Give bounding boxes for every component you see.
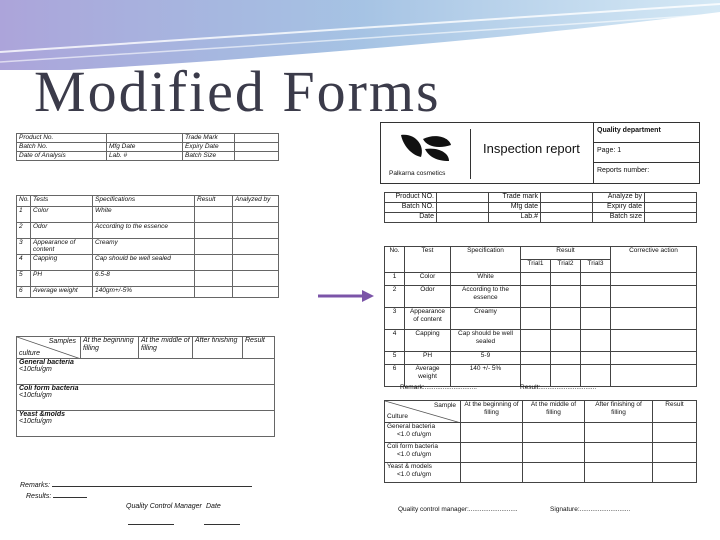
- cell: 2: [17, 223, 31, 239]
- micro-row-name: [17, 359, 275, 385]
- company-logo: [385, 129, 471, 179]
- th-trial2: Trial2: [551, 260, 581, 273]
- th-trial3: Trial3: [581, 260, 611, 273]
- organism-limit: <1.0 cfu/gm: [397, 431, 432, 438]
- micro-col4: Result: [243, 337, 275, 359]
- cell: Expiry date: [593, 203, 645, 213]
- cell: [611, 365, 697, 387]
- cell: [107, 134, 183, 143]
- cell: Creamy: [451, 308, 521, 330]
- micro-col1: At the beginning filling: [81, 337, 139, 359]
- cell: Trade Mark: [183, 134, 235, 143]
- cell: Trade mark: [489, 193, 541, 203]
- organism-limit: <10cfu/gm: [19, 366, 52, 373]
- micro-row-name: [17, 411, 275, 437]
- date-line: [204, 523, 240, 525]
- cell: Cap should be well sealed: [451, 330, 521, 352]
- slide-title: Modified Forms: [34, 59, 441, 124]
- cell: [195, 271, 233, 287]
- cell: 6.5-8: [93, 271, 195, 287]
- report-number-label: Reports number:: [597, 167, 650, 174]
- cell: Appearance of content: [31, 239, 93, 255]
- th-result: Result: [195, 196, 233, 207]
- organism-name: Coli form bacteria: [387, 443, 438, 450]
- cell: According to the essence: [451, 286, 521, 308]
- cell: [653, 463, 697, 483]
- left-qc-manager: Quality Control Manager: [126, 503, 202, 510]
- cell: Expiry Date: [183, 143, 235, 152]
- th-spec: Specifications: [93, 196, 195, 207]
- cell: Color: [405, 273, 451, 286]
- cell: [233, 255, 279, 271]
- micro-corner: [17, 337, 81, 359]
- cell: [521, 330, 551, 352]
- cell: [551, 308, 581, 330]
- cell: Average weight: [405, 365, 451, 387]
- cell: [437, 193, 489, 203]
- th-no: No.: [385, 247, 405, 273]
- cell: [551, 273, 581, 286]
- leaf-logo-icon: [395, 131, 455, 163]
- organism-name: General bacteria: [19, 359, 74, 366]
- left-header-table: [16, 133, 279, 161]
- cell: Capping: [405, 330, 451, 352]
- th-test: Test: [405, 247, 451, 273]
- cell: [195, 239, 233, 255]
- cell: [523, 423, 585, 443]
- original-form: [16, 133, 280, 538]
- cell: According to the essence: [93, 223, 195, 239]
- right-qc-manager: Quality control manager:...........................: [398, 506, 518, 513]
- cell: [521, 286, 551, 308]
- cell: [611, 352, 697, 365]
- micro-col4: Result: [653, 401, 697, 423]
- cell: [233, 271, 279, 287]
- cell: [611, 273, 697, 286]
- cell: Appearance of content: [405, 308, 451, 330]
- cell: [195, 287, 233, 298]
- cell: 1: [385, 273, 405, 286]
- cell: Product No.: [17, 134, 107, 143]
- sample-label: Sample: [433, 402, 456, 409]
- left-date: Date: [206, 503, 221, 510]
- cell: [551, 330, 581, 352]
- cell: [235, 134, 279, 143]
- cell: [461, 423, 523, 443]
- modified-form: [380, 122, 700, 536]
- right-micro-table: [384, 400, 697, 483]
- cell: Capping: [31, 255, 93, 271]
- cell: [541, 193, 593, 203]
- organism-limit: <1.0 cfu/gm: [397, 471, 432, 478]
- cell: [233, 223, 279, 239]
- cell: [611, 308, 697, 330]
- th-tests: Tests: [31, 196, 93, 207]
- report-header-box: [380, 122, 700, 184]
- cell: [581, 286, 611, 308]
- organism-name: Coli form bacteria: [19, 385, 79, 392]
- right-header-table: [384, 192, 697, 223]
- cell: [611, 286, 697, 308]
- left-results: [26, 492, 87, 500]
- th-trial1: Trial1: [521, 260, 551, 273]
- results-label: Results:: [26, 493, 52, 500]
- cell: [461, 463, 523, 483]
- cell: [233, 239, 279, 255]
- cell: [235, 143, 279, 152]
- micro-col3: After finishing: [193, 337, 243, 359]
- micro-row-name: [385, 423, 461, 443]
- cell: [233, 287, 279, 298]
- cell: 5: [385, 352, 405, 365]
- cell: [585, 443, 653, 463]
- cell: [461, 443, 523, 463]
- cell: [233, 207, 279, 223]
- th-spec: Specification: [451, 247, 521, 273]
- cell: Lab. #: [107, 152, 183, 161]
- samples-label: Samples: [48, 338, 76, 345]
- cell: [581, 308, 611, 330]
- micro-corner: [385, 401, 461, 423]
- cell: [541, 203, 593, 213]
- cell: [645, 193, 697, 203]
- cell: [195, 207, 233, 223]
- cell: [235, 152, 279, 161]
- culture-label: Culture: [387, 413, 408, 420]
- organism-name: Yeast & models: [387, 463, 432, 470]
- cell: [581, 273, 611, 286]
- remarks-label: Remarks:: [20, 482, 50, 489]
- right-tests-table: [384, 246, 697, 387]
- cell: [521, 308, 551, 330]
- th-no: No.: [17, 196, 31, 207]
- th-analyzed: Analyzed by: [233, 196, 279, 207]
- left-remarks: [20, 481, 252, 489]
- cell: [523, 463, 585, 483]
- cell: Cap should be well sealed: [93, 255, 195, 271]
- cell: [551, 352, 581, 365]
- page-label: Page: 1: [594, 143, 699, 163]
- cell: Batch No.: [17, 143, 107, 152]
- cell: [645, 203, 697, 213]
- cell: 5-9: [451, 352, 521, 365]
- cell: 4: [385, 330, 405, 352]
- company-name: Palkarna cosmetics: [389, 170, 446, 177]
- cell: [437, 213, 489, 223]
- cell: Batch NO.: [385, 203, 437, 213]
- cell: Date of Analysis: [17, 152, 107, 161]
- cell: [521, 352, 551, 365]
- left-tests-table: [16, 195, 279, 298]
- cell: 6: [17, 287, 31, 298]
- micro-col3: After finishing of filling: [585, 401, 653, 423]
- micro-row-name: [17, 385, 275, 411]
- cell: 6: [385, 365, 405, 387]
- cell: Batch size: [593, 213, 645, 223]
- micro-row-name: [385, 443, 461, 463]
- cell: [581, 330, 611, 352]
- organism-limit: <10cfu/gm: [19, 392, 52, 399]
- cell: 3: [385, 308, 405, 330]
- right-result: Result:...............................: [520, 384, 597, 391]
- cell: Batch Size: [183, 152, 235, 161]
- cell: [437, 203, 489, 213]
- right-remark: Remark:.............................: [400, 384, 477, 391]
- cell: Mfg date: [489, 203, 541, 213]
- cell: [645, 213, 697, 223]
- cell: 140 +/- 5%: [451, 365, 521, 387]
- organism-name: General bacteria: [387, 423, 436, 430]
- cell: 1: [17, 207, 31, 223]
- cell: 5: [17, 271, 31, 287]
- cell: [521, 273, 551, 286]
- cell: White: [93, 207, 195, 223]
- cell: Average weight: [31, 287, 93, 298]
- cell: Color: [31, 207, 93, 223]
- cell: Analyze by: [593, 193, 645, 203]
- micro-col2: At the middle of filling: [523, 401, 585, 423]
- report-title: Inspection report: [483, 141, 580, 156]
- cell: Lab.#: [489, 213, 541, 223]
- cell: [523, 443, 585, 463]
- culture-label: culture: [19, 350, 41, 357]
- cell: [195, 223, 233, 239]
- cell: [581, 352, 611, 365]
- cell: [195, 255, 233, 271]
- cell: Creamy: [93, 239, 195, 255]
- signature-line: [128, 523, 174, 525]
- cell: White: [451, 273, 521, 286]
- right-signature: Signature:............................: [550, 506, 631, 513]
- arrow-right-icon: [318, 289, 374, 303]
- cell: Odor: [405, 286, 451, 308]
- cell: [585, 463, 653, 483]
- cell: Mfg Date: [107, 143, 183, 152]
- cell: [551, 286, 581, 308]
- th-corrective: Corrective action: [611, 247, 697, 273]
- organism-limit: <10cfu/gm: [19, 418, 52, 425]
- cell: PH: [31, 271, 93, 287]
- cell: Odor: [31, 223, 93, 239]
- organism-limit: <1.0 cfu/gm: [397, 451, 432, 458]
- cell: [653, 443, 697, 463]
- micro-col2: At the middle of filling: [139, 337, 193, 359]
- cell: Product NO.: [385, 193, 437, 203]
- micro-col1: At the beginning of filling: [461, 401, 523, 423]
- cell: PH: [405, 352, 451, 365]
- cell: 4: [17, 255, 31, 271]
- cell: 140gm+/-5%: [93, 287, 195, 298]
- cell: 3: [17, 239, 31, 255]
- cell: Date: [385, 213, 437, 223]
- cell: [541, 213, 593, 223]
- dept-box: [593, 123, 699, 183]
- organism-name: Yeast &molds: [19, 411, 66, 418]
- dept-label: Quality department: [594, 123, 699, 143]
- left-micro-table: [16, 336, 275, 437]
- micro-row-name: [385, 463, 461, 483]
- cell: [611, 330, 697, 352]
- th-result: Result: [521, 247, 611, 260]
- cell: [585, 423, 653, 443]
- cell: 2: [385, 286, 405, 308]
- cell: [653, 423, 697, 443]
